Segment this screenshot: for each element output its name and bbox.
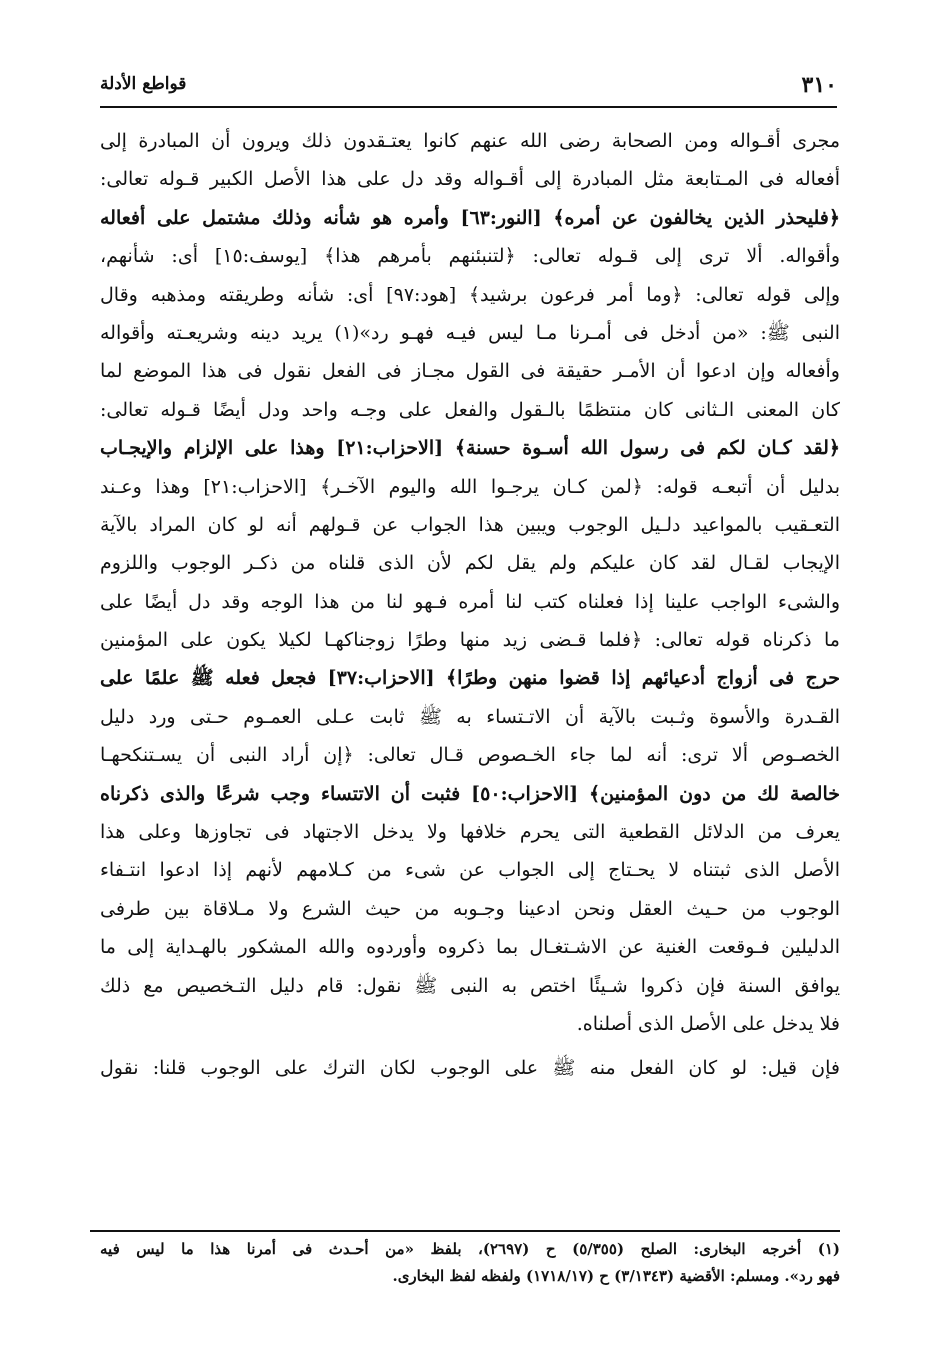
text-line: ﴿لقد كـان لكم فى رسول الله أسـوة حسنة﴾ [الاحزاب:٢١] وهذا على الإلزام والإيجـاب [100,437,840,460]
text-line: وأقواله. ألا ترى إلى قـوله تعالى: ﴿لتنبئنهم بأمرهم هذا﴾ [يوسف:١٥] أى: شأنهم، [100,245,840,268]
text-line: يوافق السنة فإن ذكروا شـيئًا اختص به النبى ﷺ نقول: قام دليل التـخصيص مع ذلك [100,974,840,997]
text-line: يعرف من الدلائل القطعية التى يحرم خلافها ولا يدخل الاجتهاد فى تجاوزها وعلى هذا [100,821,840,844]
page-number: ٣١٠ [801,72,837,98]
text-line: الدليلين فـوقعت الغنية عن الاشـتغـال بما ذكروه وأوردوه والله المشكور بالهـداية إلى ما [100,936,840,959]
text-line: ﴿فليحذر الذين يخالفون عن أمره﴾ [النور:٦٣] وأمره هو شأنه وذلك مشتمل على أفعاله [100,206,840,229]
paragraph-end-line: فلا يدخل على الأصل الذى أصلناه. [576,1012,840,1035]
text-line: ما ذكرناه قوله تعالى: ﴿فلما قـضى زيد منها وطرًا زوجناكهـا لكيلا يكون على المؤمنين [100,629,840,652]
running-title: قواطع الأدلة [100,74,187,94]
text-line: أفعاله فى المـتابعة مثل المبادرة إلى أقـواله وقد دل على هذا الأصل الكبير قـوله تعالى: [100,168,840,191]
text-line: الإيجاب لقـال لقد كان عليكم ولم يقل لكم لأن الذى قلناه من ذكـر الوجوب واللزوم [100,552,840,575]
footnotes [100,1236,840,1290]
footnote-divider [90,1230,840,1232]
text-line: وإلى قوله تعالى: ﴿وما أمر فرعون برشيد﴾ [هود:٩٧] أى: شأنه وطريقته ومذهبه وقال [100,283,840,306]
text-line: وأفعاله وإن ادعوا أن الأمـر حقيقة فى القول مجـاز فى الفعل نقول فى هذا الموضع لما [100,360,840,383]
text-line: مجرى أقـواله ومن الصحابة رضى الله عنهم كانوا يعتـقدون ذلك ويرون أن المبادرة إلى [100,130,840,152]
text-line: كان المعنى الـثانى كان منتظمًا بالـقول والفعل على وجـه واحد ودل أيضًا قـوله تعالى: [100,398,840,421]
main-text [100,122,840,1088]
text-line: الخصـوص ألا ترى: أنه لما جاء الخـصوص قـال تعالى: ﴿إن أراد النبى أن يسـتنكحهـا [100,744,840,767]
text-line: فإن قيل: لو كان الفعل منه ﷺ على الوجوب لكان الترك على الوجوب قلنا: نقول [100,1057,840,1080]
footnote-line: (١) أخرجه البخارى: الصلح (٥/٣٥٥) ح (٢٦٩٧)، بلفظ «من أحـدث فى أمرنا هذا ما ليس فيه [100,1240,840,1258]
text-line: والشىء الواجب علينا إذا فعلناه كتب لنا أمره فـهو لنا من هذا الوجه وقد دل أيضًا على [100,590,840,613]
text-line: خالصة لك من دون المؤمنين﴾ [الاحزاب:٥٠] فثبت أن الاتتساء وجب شرعًا والذى ذكرناه [100,782,840,805]
text-line: النبى ﷺ: «من أدخل فى أمـرنا مـا ليس فيـه فهـو رد»(١) يريد دينه وشريعـته وأقواله [100,321,840,344]
text-line: القـدرة والأسوة وثـبت بالآية أن الاتـتساء به ﷺ ثابت عـلى العمـوم حـتى ورد دليل [100,705,840,728]
footnote-line: فهو رد». ومسلم: الأقضية (٣/١٣٤٣) ح (١٧١٨/١٧) ولفظه لفظ البخارى. [392,1267,840,1285]
text-line: الأصل الذى ثبتناه لا يحـتاج إلى الجواب عن شىء من كـلامهم لأنهم إذا ادعوا انتـفاء [100,859,840,882]
text-line: الوجوب من حـيث العقل ونحن ادعينا وجـوبه من حيث الشرع ولا مـلاقاة بين طرفى [100,897,840,920]
running-header [100,70,837,108]
text-line: بدليل أن أتبعـه قوله: ﴿لمن كـان يرجـوا الله واليوم الآخـر﴾ [الاحزاب:٢١] وهذا وعـند [100,475,840,498]
text-line: حرج فى أزواج أدعيائهم إذا قضوا منهن وطرًا﴾ [الاحزاب:٣٧] فجعل فعله ﷺ علمًا على [100,667,840,690]
text-line: التعـقيب بالمواعيد دلـيل الوجوب ويبين هذا الجواب عن قـولهم أنه لو كان المراد بالآية [100,513,840,536]
